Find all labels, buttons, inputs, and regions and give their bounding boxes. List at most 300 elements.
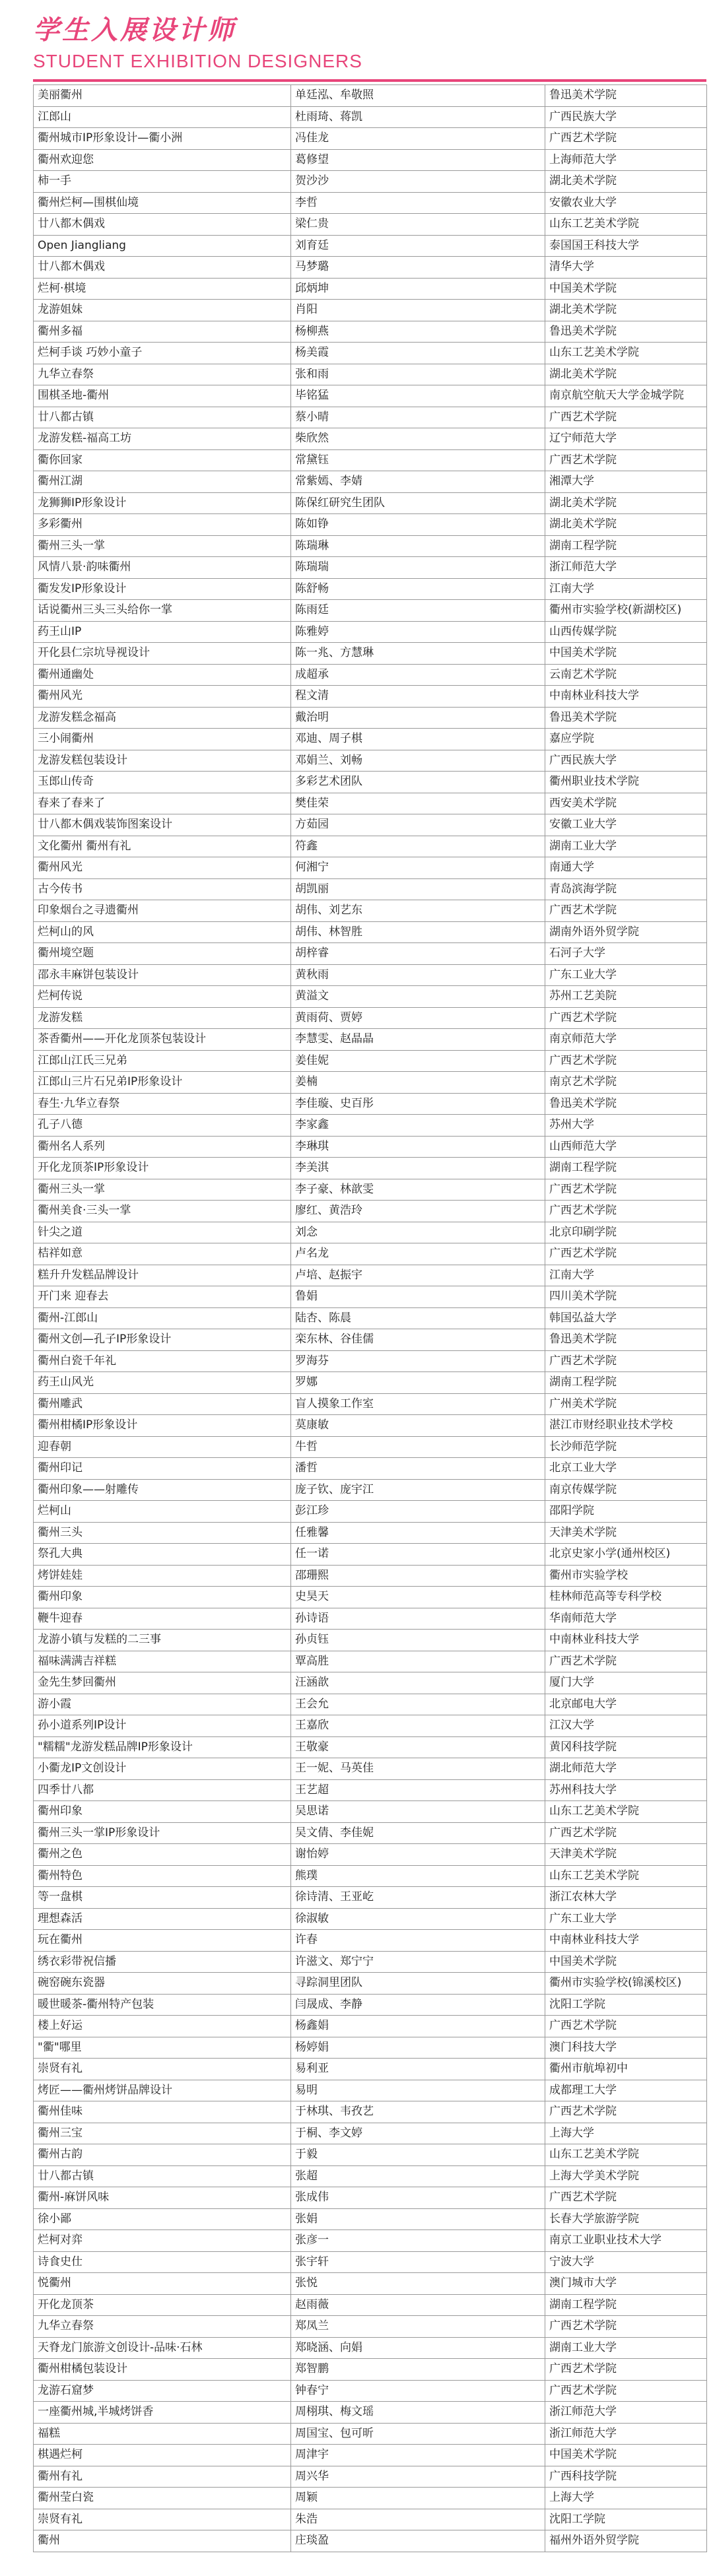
table-row xyxy=(34,2251,707,2273)
designer-name-cell: 熊璞 xyxy=(291,1865,545,1887)
school-cell: 山西传媒学院 xyxy=(545,621,707,643)
designer-name-cell: 莫康敏 xyxy=(291,1415,545,1437)
school-cell: 韩国弘益大学 xyxy=(545,1307,707,1329)
work-title-cell: 衢州三头一掌 xyxy=(34,1179,291,1201)
table-row xyxy=(34,1093,707,1115)
school-cell: 山东工艺美术学院 xyxy=(545,1801,707,1823)
work-title-cell: 三小闹衢州 xyxy=(34,729,291,750)
table-row xyxy=(34,943,707,965)
work-title-cell: 龙游发糕念福高 xyxy=(34,707,291,729)
work-title-cell: 衢州柑橘包装设计 xyxy=(34,2359,291,2381)
work-title-cell: 廿八都古镇 xyxy=(34,407,291,428)
designer-name-cell: 许春 xyxy=(291,1930,545,1952)
table-row xyxy=(34,2359,707,2381)
table-row xyxy=(34,1801,707,1823)
designer-name-cell: 牛哲 xyxy=(291,1436,545,1458)
table-row xyxy=(34,1007,707,1029)
school-cell: 中南林业科技大学 xyxy=(545,686,707,708)
school-cell: 湖南工程学院 xyxy=(545,1372,707,1394)
school-cell: 鲁迅美术学院 xyxy=(545,707,707,729)
designer-name-cell: 庞子钦、庞宇江 xyxy=(291,1479,545,1501)
school-cell: 广西艺术学院 xyxy=(545,1050,707,1072)
designer-name-cell: 罗娜 xyxy=(291,1372,545,1394)
table-row xyxy=(34,1951,707,1973)
table-row xyxy=(34,235,707,257)
work-title-cell: 针尖之道 xyxy=(34,1222,291,1243)
school-cell: 南京传媒学院 xyxy=(545,1479,707,1501)
school-cell: 苏州工艺美院 xyxy=(545,986,707,1008)
table-row xyxy=(34,2144,707,2166)
designer-name-cell: 周津宇 xyxy=(291,2445,545,2466)
school-cell: 北京工业大学 xyxy=(545,1458,707,1480)
school-cell: 北京史家小学(通州校区) xyxy=(545,1544,707,1566)
designer-name-cell: 贺沙沙 xyxy=(291,171,545,193)
school-cell: 湖南工程学院 xyxy=(545,2294,707,2316)
work-title-cell: 烤饼娃娃 xyxy=(34,1565,291,1587)
work-title-cell: 古今传书 xyxy=(34,878,291,900)
page-header xyxy=(33,12,706,74)
table-row xyxy=(34,1758,707,1780)
work-title-cell: 诗食史仕 xyxy=(34,2251,291,2273)
table-row xyxy=(34,986,707,1008)
school-cell: 黄冈科技学院 xyxy=(545,1736,707,1758)
table-row xyxy=(34,2445,707,2466)
work-title-cell: 美丽衢州 xyxy=(34,85,291,107)
school-cell: 湖南工业大学 xyxy=(545,836,707,857)
table-row xyxy=(34,1158,707,1179)
designer-name-cell: 王一妮、马英佳 xyxy=(291,1758,545,1780)
table-row xyxy=(34,1779,707,1801)
table-row xyxy=(34,257,707,279)
school-cell: 山西师范大学 xyxy=(545,1136,707,1158)
designer-name-cell: 朱浩 xyxy=(291,2509,545,2530)
school-cell: 鲁迅美术学院 xyxy=(545,321,707,343)
work-title-cell: 开化龙顶茶 xyxy=(34,2294,291,2316)
school-cell: 湖北师范大学 xyxy=(545,1758,707,1780)
table-row xyxy=(34,1973,707,1995)
school-cell: 天津美术学院 xyxy=(545,1844,707,1866)
table-row xyxy=(34,149,707,171)
work-title-cell: 烂柯传说 xyxy=(34,986,291,1008)
work-title-cell: 风情八景·韵味衢州 xyxy=(34,557,291,579)
work-title-cell: 绣衣彩带祝信播 xyxy=(34,1951,291,1973)
table-row xyxy=(34,1501,707,1523)
work-title-cell: 衢你回家 xyxy=(34,449,291,471)
work-title-cell: 衢州古韵 xyxy=(34,2144,291,2166)
school-cell: 湖南工程学院 xyxy=(545,535,707,557)
table-row xyxy=(34,643,707,665)
designer-name-cell: 易明 xyxy=(291,2080,545,2101)
table-row xyxy=(34,514,707,536)
table-row xyxy=(34,2488,707,2509)
designer-name-cell: 李子豪、林歆雯 xyxy=(291,1179,545,1201)
table-row xyxy=(34,1672,707,1694)
table-row xyxy=(34,214,707,236)
work-title-cell: 玩在衢州 xyxy=(34,1930,291,1952)
designer-name-cell: 王会允 xyxy=(291,1694,545,1715)
work-title-cell: 邵永丰麻饼包装设计 xyxy=(34,964,291,986)
designer-name-cell: 张悦 xyxy=(291,2273,545,2295)
school-cell: 清华大学 xyxy=(545,257,707,279)
table-row xyxy=(34,2316,707,2338)
work-title-cell: 廿八都木偶戏 xyxy=(34,214,291,236)
designer-name-cell: 李慧雯、赵晶晶 xyxy=(291,1029,545,1051)
school-cell: 湖北美术学院 xyxy=(545,492,707,514)
school-cell: 嘉应学院 xyxy=(545,729,707,750)
table-row xyxy=(34,2380,707,2402)
table-row xyxy=(34,1458,707,1480)
school-cell: 衢州市实验学校(锦溪校区) xyxy=(545,1973,707,1995)
designer-name-cell: 于毅 xyxy=(291,2144,545,2166)
designer-name-cell: 张宇轩 xyxy=(291,2251,545,2273)
school-cell: 沈阳工学院 xyxy=(545,1994,707,2016)
school-cell: 南京师范大学 xyxy=(545,1029,707,1051)
work-title-cell: 衢州-麻饼风味 xyxy=(34,2187,291,2209)
work-title-cell: 衢州莹白瓷 xyxy=(34,2488,291,2509)
designer-name-cell: 易利亚 xyxy=(291,2059,545,2080)
school-cell: 江汉大学 xyxy=(545,1715,707,1737)
work-title-cell: 廿八都木偶戏 xyxy=(34,257,291,279)
table-row xyxy=(34,1072,707,1094)
designer-name-cell: 闫晟成、李静 xyxy=(291,1994,545,2016)
designer-name-cell: 鲁娟 xyxy=(291,1286,545,1308)
work-title-cell: 四季廿八都 xyxy=(34,1779,291,1801)
table-row xyxy=(34,1222,707,1243)
work-title-cell: 话说衢州三头三头给你一掌 xyxy=(34,600,291,622)
designer-name-cell: 刘念 xyxy=(291,1222,545,1243)
designer-name-cell: 钟春宁 xyxy=(291,2380,545,2402)
page-subtitle: STUDENT EXHIBITION DESIGNERS xyxy=(33,51,362,71)
designers-table xyxy=(33,84,707,2552)
table-row xyxy=(34,750,707,772)
designer-name-cell: 徐淑敏 xyxy=(291,1908,545,1930)
designer-name-cell: 邓迪、周子棋 xyxy=(291,729,545,750)
table-row xyxy=(34,772,707,793)
designer-name-cell: 常黛钰 xyxy=(291,449,545,471)
work-title-cell: 文化衢州 衢州有礼 xyxy=(34,836,291,857)
work-title-cell: 烂柯对弈 xyxy=(34,2230,291,2252)
work-title-cell: 江郎山江氏三兄弟 xyxy=(34,1050,291,1072)
designer-name-cell: 刘育廷 xyxy=(291,235,545,257)
table-row xyxy=(34,836,707,857)
school-cell: 北京邮电大学 xyxy=(545,1694,707,1715)
work-title-cell: 孔子八德 xyxy=(34,1115,291,1137)
school-cell: 山东工艺美术学院 xyxy=(545,214,707,236)
table-row xyxy=(34,1415,707,1437)
table-row xyxy=(34,2080,707,2101)
school-cell: 广西艺术学院 xyxy=(545,128,707,150)
table-row xyxy=(34,428,707,450)
designer-name-cell: 梁仁贵 xyxy=(291,214,545,236)
school-cell: 湛江市财经职业技术学校 xyxy=(545,1415,707,1437)
designer-name-cell: 于林琪、韦孜艺 xyxy=(291,2101,545,2123)
designer-name-cell: 黄雨荷、贾婷 xyxy=(291,1007,545,1029)
table-row xyxy=(34,85,707,107)
table-row xyxy=(34,1865,707,1887)
work-title-cell: 印象烟台之寻遗衢州 xyxy=(34,900,291,922)
school-cell: 山东工艺美术学院 xyxy=(545,2144,707,2166)
designer-name-cell: 于桐、李文婷 xyxy=(291,2123,545,2144)
designer-name-cell: 黄溢文 xyxy=(291,986,545,1008)
designer-name-cell: 张娟 xyxy=(291,2208,545,2230)
table-row xyxy=(34,1307,707,1329)
designer-name-cell: 杜雨琦、蒋凯 xyxy=(291,106,545,128)
work-title-cell: 理想森活 xyxy=(34,1908,291,1930)
school-cell: 广西科技学院 xyxy=(545,2466,707,2488)
table-row xyxy=(34,2123,707,2144)
school-cell: 广西艺术学院 xyxy=(545,449,707,471)
school-cell: 泰国国王科技大学 xyxy=(545,235,707,257)
school-cell: 北京印刷学院 xyxy=(545,1222,707,1243)
designer-name-cell: 邵珊熙 xyxy=(291,1565,545,1587)
designer-name-cell: 姜佳妮 xyxy=(291,1050,545,1072)
work-title-cell: 衢州三头一掌 xyxy=(34,535,291,557)
work-title-cell: 迎春朝 xyxy=(34,1436,291,1458)
school-cell: 福州外语外贸学院 xyxy=(545,2530,707,2552)
work-title-cell: 龙狮狮IP形象设计 xyxy=(34,492,291,514)
designer-name-cell: 毕铭猛 xyxy=(291,385,545,407)
school-cell: 浙江师范大学 xyxy=(545,2402,707,2424)
work-title-cell: 衢州三头一掌IP形象设计 xyxy=(34,1822,291,1844)
work-title-cell: 衢州三宝 xyxy=(34,2123,291,2144)
work-title-cell: 祭孔大典 xyxy=(34,1544,291,1566)
table-row xyxy=(34,1822,707,1844)
designer-name-cell: 吴思诺 xyxy=(291,1801,545,1823)
designer-name-cell: 史昊天 xyxy=(291,1587,545,1608)
school-cell: 苏州科技大学 xyxy=(545,1779,707,1801)
designer-name-cell: 陆杏、陈晨 xyxy=(291,1307,545,1329)
designer-name-cell: 马梦璐 xyxy=(291,257,545,279)
school-cell: 山东工艺美术学院 xyxy=(545,1865,707,1887)
school-cell: 江南大学 xyxy=(545,1265,707,1286)
work-title-cell: 廿八都木偶戏装饰图案设计 xyxy=(34,814,291,836)
designer-name-cell: 盲人摸象工作室 xyxy=(291,1393,545,1415)
designer-name-cell: 陈一兆、方慧琳 xyxy=(291,643,545,665)
school-cell: 鲁迅美术学院 xyxy=(545,1093,707,1115)
school-cell: 衢州职业技术学院 xyxy=(545,772,707,793)
designer-name-cell: 樊佳荣 xyxy=(291,793,545,814)
table-row xyxy=(34,364,707,385)
table-row xyxy=(34,686,707,708)
designer-name-cell: 罗海芬 xyxy=(291,1350,545,1372)
designer-name-cell: 张和雨 xyxy=(291,364,545,385)
designer-name-cell: 孙诗语 xyxy=(291,1608,545,1630)
school-cell: 青岛滨海学院 xyxy=(545,878,707,900)
work-title-cell: 龙游发糕-福高工坊 xyxy=(34,428,291,450)
designer-name-cell: 杨婷娟 xyxy=(291,2037,545,2059)
work-title-cell: 衢州美食·三头一掌 xyxy=(34,1201,291,1222)
designer-name-cell: 黄秋雨 xyxy=(291,964,545,986)
school-cell: 衢州市航埠初中 xyxy=(545,2059,707,2080)
school-cell: 广西民族大学 xyxy=(545,750,707,772)
table-row xyxy=(34,1136,707,1158)
designer-name-cell: 寻踪洞里团队 xyxy=(291,1973,545,1995)
school-cell: 沈阳工学院 xyxy=(545,2509,707,2530)
designer-name-cell: 王艺超 xyxy=(291,1779,545,1801)
table-row xyxy=(34,1179,707,1201)
work-title-cell: 衢州之色 xyxy=(34,1844,291,1866)
designer-name-cell: 郑晓涵、向娟 xyxy=(291,2337,545,2359)
designer-name-cell: 卢培、赵振宇 xyxy=(291,1265,545,1286)
work-title-cell: 烂柯手谈 巧妙小童子 xyxy=(34,343,291,364)
school-cell: 广西民族大学 xyxy=(545,106,707,128)
school-cell: 广西艺术学院 xyxy=(545,2380,707,2402)
table-row xyxy=(34,1329,707,1351)
table-row xyxy=(34,2037,707,2059)
work-title-cell: 糕升升发糕品牌设计 xyxy=(34,1265,291,1286)
table-row xyxy=(34,2423,707,2445)
designer-name-cell: 葛修望 xyxy=(291,149,545,171)
school-cell: 长春大学旅游学院 xyxy=(545,2208,707,2230)
work-title-cell: 龙游发糕包装设计 xyxy=(34,750,291,772)
work-title-cell: 茶香衢州——开化龙顶茶包装设计 xyxy=(34,1029,291,1051)
school-cell: 广西艺术学院 xyxy=(545,2187,707,2209)
work-title-cell: 衢州-江郎山 xyxy=(34,1307,291,1329)
table-row xyxy=(34,2059,707,2080)
table-row xyxy=(34,1029,707,1051)
table-row xyxy=(34,2101,707,2123)
school-cell: 湖南外语外贸学院 xyxy=(545,921,707,943)
designer-name-cell: 李琳琪 xyxy=(291,1136,545,1158)
designer-name-cell: 许滋文、郑宁宁 xyxy=(291,1951,545,1973)
school-cell: 广西艺术学院 xyxy=(545,1243,707,1265)
table-row xyxy=(34,921,707,943)
table-row xyxy=(34,1350,707,1372)
school-cell: 澳门城市大学 xyxy=(545,2273,707,2295)
work-title-cell: 衢州风光 xyxy=(34,686,291,708)
work-title-cell: 衢州印记 xyxy=(34,1458,291,1480)
school-cell: 广西艺术学院 xyxy=(545,900,707,922)
designer-name-cell: 陈雨廷 xyxy=(291,600,545,622)
school-cell: 湖北美术学院 xyxy=(545,364,707,385)
table-row xyxy=(34,2294,707,2316)
designer-name-cell: 彭江珍 xyxy=(291,1501,545,1523)
designer-name-cell: 单廷泓、牟敬照 xyxy=(291,85,545,107)
work-title-cell: 围棋圣地-衢州 xyxy=(34,385,291,407)
designer-name-cell: 张成伟 xyxy=(291,2187,545,2209)
work-title-cell: 徐小鄙 xyxy=(34,2208,291,2230)
designer-name-cell: 徐诗清、王亚屹 xyxy=(291,1887,545,1909)
work-title-cell: 游小霞 xyxy=(34,1694,291,1715)
table-row xyxy=(34,471,707,493)
table-row xyxy=(34,2208,707,2230)
work-title-cell: Open Jiangliang xyxy=(34,235,291,257)
designer-name-cell: 邱炳坤 xyxy=(291,278,545,300)
school-cell: 南通大学 xyxy=(545,857,707,879)
work-title-cell: 药王山IP xyxy=(34,621,291,643)
table-row xyxy=(34,557,707,579)
work-title-cell: 碗窑碗东瓷器 xyxy=(34,1973,291,1995)
work-title-cell: 衢州印象 xyxy=(34,1587,291,1608)
table-row xyxy=(34,1887,707,1909)
work-title-cell: 衢州佳味 xyxy=(34,2101,291,2123)
table-row xyxy=(34,449,707,471)
designer-name-cell: 胡伟、林智胜 xyxy=(291,921,545,943)
work-title-cell: 衢州风光 xyxy=(34,857,291,879)
school-cell: 中南林业科技大学 xyxy=(545,1930,707,1952)
school-cell: 石河子大学 xyxy=(545,943,707,965)
designer-name-cell: 卢名龙 xyxy=(291,1243,545,1265)
school-cell: 南京工业职业技术大学 xyxy=(545,2230,707,2252)
table-row xyxy=(34,1565,707,1587)
work-title-cell: 衢州境空题 xyxy=(34,943,291,965)
designer-name-cell: 陈保红研究生团队 xyxy=(291,492,545,514)
school-cell: 邵阳学院 xyxy=(545,1501,707,1523)
table-row xyxy=(34,1608,707,1630)
table-row xyxy=(34,1715,707,1737)
school-cell: 广西艺术学院 xyxy=(545,2016,707,2037)
designer-name-cell: 郑凤兰 xyxy=(291,2316,545,2338)
school-cell: 湖北美术学院 xyxy=(545,300,707,321)
work-title-cell: 春生·九华立春祭 xyxy=(34,1093,291,1115)
designer-name-cell: 方茹园 xyxy=(291,814,545,836)
work-title-cell: 衢州印象 xyxy=(34,1801,291,1823)
designer-name-cell: 任一诺 xyxy=(291,1544,545,1566)
work-title-cell: 龙游姐妹 xyxy=(34,300,291,321)
work-title-cell: 江郎山三片石兄弟IP形象设计 xyxy=(34,1072,291,1094)
table-row xyxy=(34,1694,707,1715)
work-title-cell: 衢发发IP形象设计 xyxy=(34,578,291,600)
work-title-cell: 福糕 xyxy=(34,2423,291,2445)
designer-name-cell: 谢怡婷 xyxy=(291,1844,545,1866)
designer-name-cell: 胡伟、刘艺东 xyxy=(291,900,545,922)
table-row xyxy=(34,1844,707,1866)
school-cell: 上海大学 xyxy=(545,2488,707,2509)
work-title-cell: 衢州通幽处 xyxy=(34,664,291,686)
designer-name-cell: 李家鑫 xyxy=(291,1115,545,1137)
work-title-cell: 龙游石窟梦 xyxy=(34,2380,291,2402)
work-title-cell: "衢"哪里 xyxy=(34,2037,291,2059)
table-row xyxy=(34,707,707,729)
table-row xyxy=(34,1544,707,1566)
table-row xyxy=(34,192,707,214)
work-title-cell: 开化龙顶茶IP形象设计 xyxy=(34,1158,291,1179)
work-title-cell: 春来了春来了 xyxy=(34,793,291,814)
school-cell: 浙江师范大学 xyxy=(545,557,707,579)
work-title-cell: 崇贤有礼 xyxy=(34,2509,291,2530)
table-row xyxy=(34,1243,707,1265)
table-row xyxy=(34,793,707,814)
school-cell: 广西艺术学院 xyxy=(545,1201,707,1222)
work-title-cell: 衢州印象——射雕传 xyxy=(34,1479,291,1501)
work-title-cell: 衢州有礼 xyxy=(34,2466,291,2488)
header-divider xyxy=(33,79,706,82)
table-row xyxy=(34,878,707,900)
table-row xyxy=(34,2273,707,2295)
designer-name-cell: 孙贞钰 xyxy=(291,1630,545,1651)
designer-name-cell: 李美淇 xyxy=(291,1158,545,1179)
designer-name-cell: 多彩艺术团队 xyxy=(291,772,545,793)
school-cell: 广西艺术学院 xyxy=(545,2316,707,2338)
designer-name-cell: 汪涵歆 xyxy=(291,1672,545,1694)
work-title-cell: 天脊龙门旅游文创设计-品味·石林 xyxy=(34,2337,291,2359)
school-cell: 广西艺术学院 xyxy=(545,1651,707,1672)
work-title-cell: 衢州城市IP形象设计—衢小洲 xyxy=(34,128,291,150)
table-row xyxy=(34,1587,707,1608)
work-title-cell: 小衢龙IP文创设计 xyxy=(34,1758,291,1780)
designer-name-cell: 柴欣然 xyxy=(291,428,545,450)
work-title-cell: 悦衢州 xyxy=(34,2273,291,2295)
school-cell: 南京航空航天大学金城学院 xyxy=(545,385,707,407)
table-row xyxy=(34,1908,707,1930)
designer-name-cell: 张彦一 xyxy=(291,2230,545,2252)
school-cell: 华南师范大学 xyxy=(545,1608,707,1630)
school-cell: 广西艺术学院 xyxy=(545,2101,707,2123)
table-row xyxy=(34,492,707,514)
designer-name-cell: 栾东林、谷佳儒 xyxy=(291,1329,545,1351)
table-row xyxy=(34,2165,707,2187)
designer-name-cell: 戴治明 xyxy=(291,707,545,729)
